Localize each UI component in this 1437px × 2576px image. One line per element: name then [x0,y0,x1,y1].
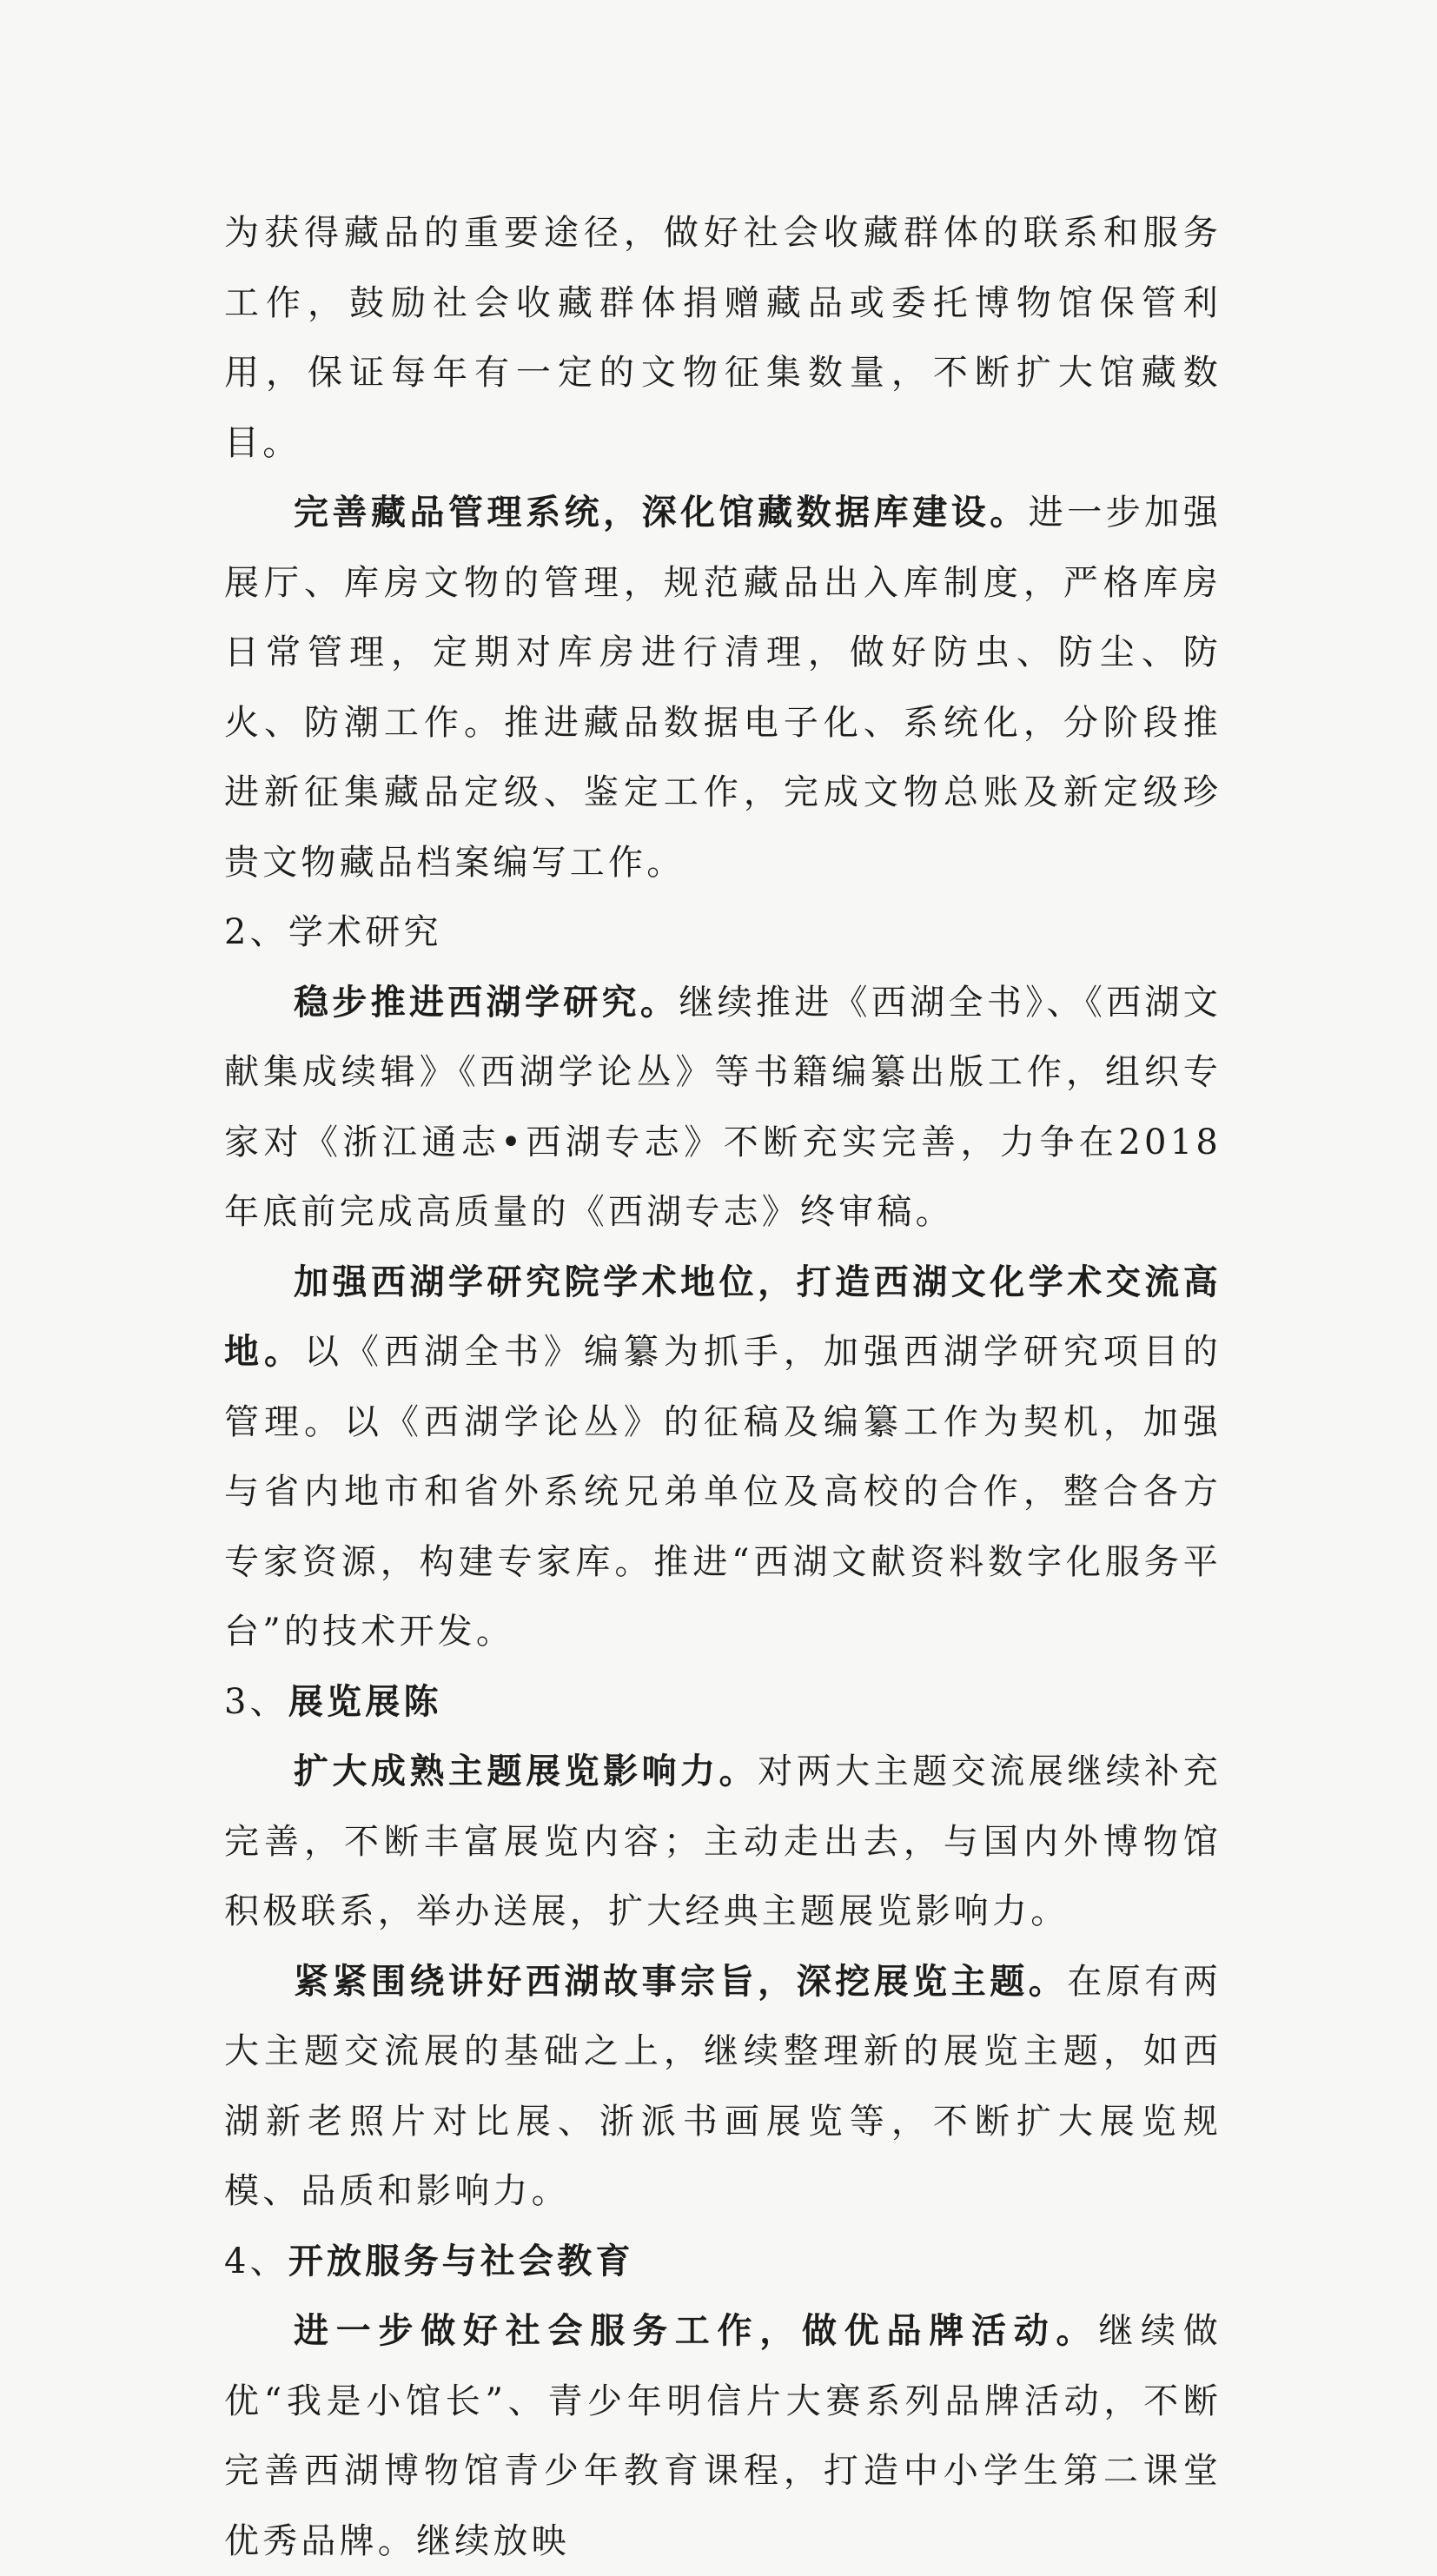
section-title: 展览展陈 [288,1680,442,1722]
paragraph-lead: 进一步做好社会服务工作，做优品牌活动。 [294,2310,1099,2351]
paragraph-text: 进一步加强展厅、库房文物的管理，规范藏品出入库制度，严格库房日常管理，定期对库房进行清理，做好防虫、防尘、防火、防潮工作。推进藏品数据电子化、系统化，分阶段推进新征集藏品定级、鉴定工作，完成文物总账及新定级珍贵文物藏品档案编写工作。 [224,493,1222,883]
paragraph-exhibition-influence [224,1737,1222,1947]
paragraph-academic-status [224,1248,1222,1667]
paragraph-exhibition-themes [224,1947,1222,2227]
paragraph-westlake-research [224,968,1222,1248]
section-number: 3、 [224,1681,288,1722]
section-number: 2、 [224,912,288,952]
paragraph-lead: 扩大成熟主题展览影响力。 [294,1751,758,1791]
section-number: 4、 [224,2241,288,2281]
paragraph-text: 在原有两大主题交流展的基础之上，继续整理新的展览主题，如西湖新老照片对比展、浙派书画展览等，不断扩大展览规模、品质和影响力。 [224,1961,1222,2211]
paragraph-text: 为获得藏品的重要途径，做好社会收藏群体的联系和服务工作，鼓励社会收藏群体捐赠藏品或委托博物馆保管利用，保证每年有一定的文物征集数量，不断扩大馆藏数目。 [224,213,1222,463]
paragraph-collection-intro [224,198,1222,478]
paragraph-text: 继续做优“我是小馆长”、青少年明信片大赛系列品牌活动，不断完善西湖博物馆青少年教育课程，打造中小学生第二课堂优秀品牌。继续放映 [224,2311,1222,2561]
paragraph-lead: 完善藏品管理系统，深化馆藏数据库建设。 [294,492,1029,533]
document-body [224,198,1222,2576]
section-heading-exhibitions [224,1667,1222,1738]
paragraph-lead: 加强西湖学研究院学术地位，打造西湖文化学术交流高地。 [224,1261,1222,1372]
paragraph-text: 以《西湖全书》编纂为抓手，加强西湖学研究项目的管理。以《西湖学论丛》的征稿及编纂工作为契机，加强与省内地市和省外系统兄弟单位及高校的合作，整合各方专家资源，构建专家库。推进“西湖文献资料数字化服务平台”的技术开发。 [224,1332,1222,1652]
paragraph-public-service [224,2296,1222,2576]
paragraph-text: 继续推进《西湖全书》、《西湖文献集成续辑》《西湖学论丛》等书籍编纂出版工作，组织专家对《浙江通志•西湖专志》不断充实完善，力争在2018年底前完成高质量的《西湖专志》终审稿。 [224,982,1222,1232]
section-heading-academic-research [224,897,1222,968]
section-heading-public-service [224,2227,1222,2297]
section-title: 开放服务与社会教育 [288,2240,634,2281]
paragraph-lead: 紧紧围绕讲好西湖故事宗旨，深挖展览主题。 [294,1960,1068,2002]
paragraph-text: 对两大主题交流展继续补充完善，不断丰富展览内容；主动走出去，与国内外博物馆积极联系，举办送展，扩大经典主题展览影响力。 [224,1752,1222,1931]
paragraph-lead: 稳步推进西湖学研究。 [294,981,679,1023]
section-title: 学术研究 [288,912,442,952]
paragraph-collection-management [224,478,1222,897]
